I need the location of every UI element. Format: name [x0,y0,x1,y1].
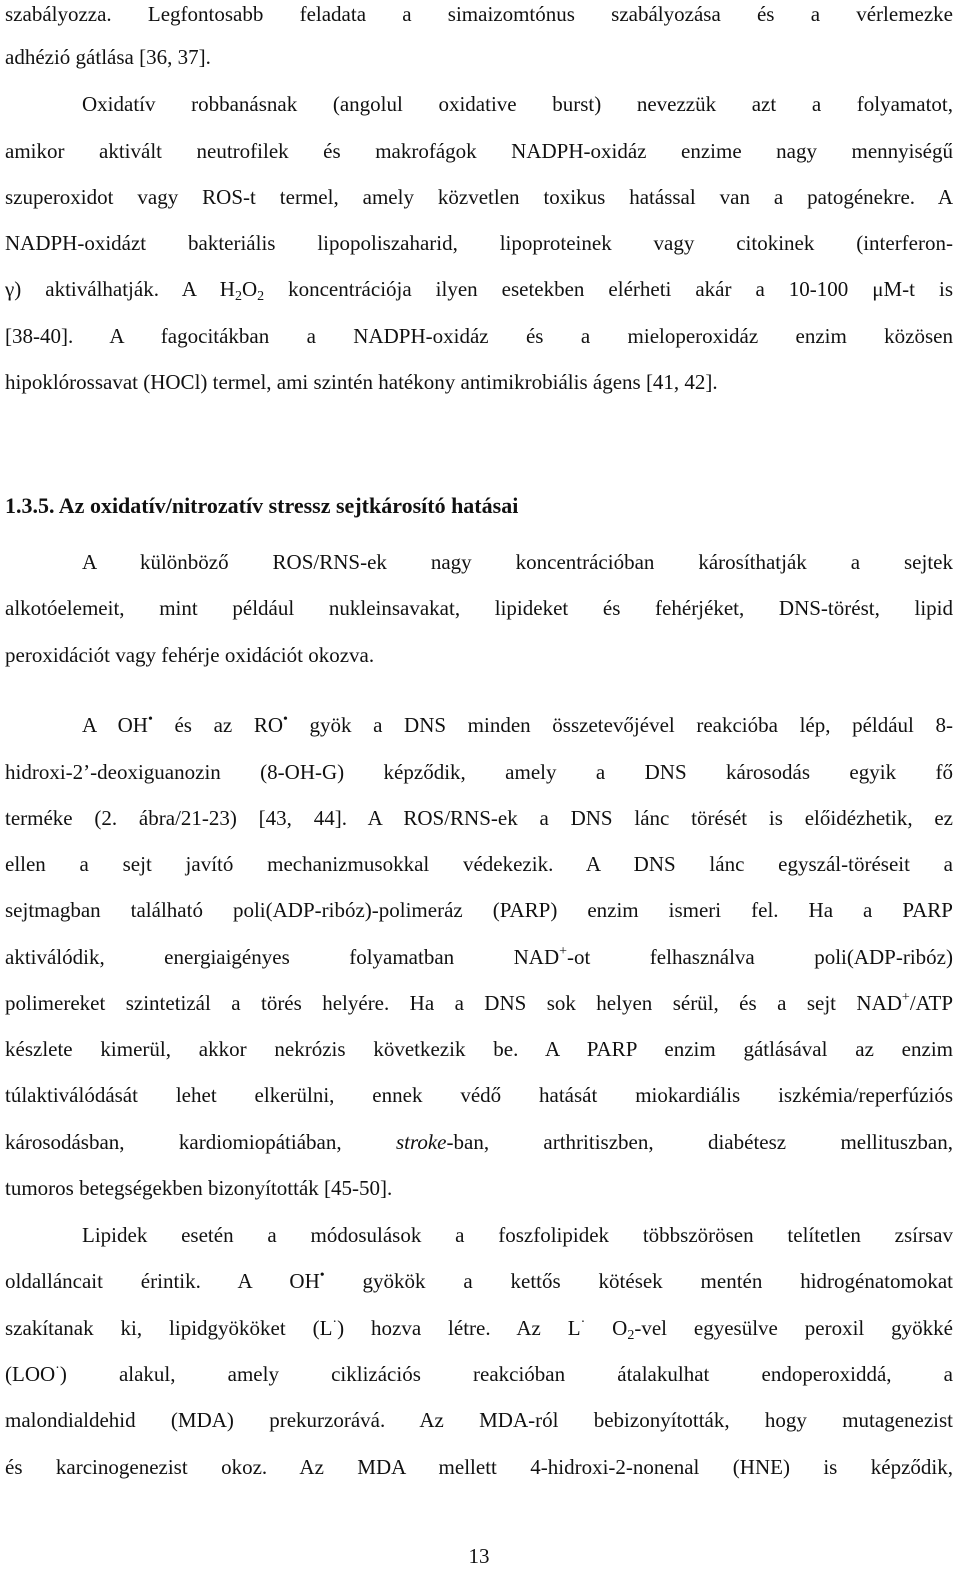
subscript: 2 [627,1328,635,1343]
text-line: Oxidatív robbanásnak (angolul oxidative burst) nevezzük azt a folyamatot, [82,92,953,116]
text-line: ellen a sejt javító mechanizmusokkal védekezik. A DNS lánc egyszál-töréseit a [5,852,953,876]
text-span: A OH [82,713,148,737]
text-line: szuperoxidot vagy ROS-t termel, amely közvetlen toxikus hatással van a patogénekre. A [5,185,953,209]
text-span: -ban, arthritiszben, diabétesz mellituszban, [446,1130,953,1154]
text-line: A különböző ROS/RNS-ek nagy koncentrációban károsíthatják a sejtek [82,550,953,574]
text-line: [38-40]. A fagocitákban a NADPH-oxidáz és a mieloperoxidáz enzim közösen [5,324,953,348]
text-line: terméke (2. ábra/21-23) [43, 44]. A ROS/RNS-ek a DNS lánc törését is előidézhetik, ez [5,806,953,830]
text-span: /ATP [909,991,953,1015]
text-span: ) hozva létre. Az L [337,1316,581,1340]
text-line: és karcinogenezist okoz. Az MDA mellett 4-hidroxi-2-nonenal (HNE) is képződik, [5,1455,953,1479]
text-line [5,943,953,971]
text-span: gyökök a kettős kötések mentén hidrogénatomokat [324,1269,953,1293]
text-span: -ot felhasználva poli(ADP-ribóz) [567,945,953,969]
text-span: (LOO [5,1362,56,1386]
text-line: adhézió gátlása [36, 37]. [5,45,211,69]
superscript: • [283,712,288,727]
text-span: gyök a DNS minden összetevőjével reakcióba lép, például 8- [287,713,953,737]
text-line: készlete kimerül, akkor nekrózis következik be. A PARP enzim gátlásával az enzim [5,1037,953,1061]
text-line [5,1267,953,1295]
text-span: oldalláncait érintik. A OH [5,1269,320,1293]
text-span: O [585,1316,628,1340]
text-line: Lipidek esetén a módosulások a foszfolipidek többszörösen telítetlen zsírsav [82,1223,953,1247]
section-heading: 1.3.5. Az oxidatív/nitrozatív stressz sejtkárosító hatásai [5,493,519,518]
text-line [5,989,953,1017]
subscript: 2 [234,289,242,304]
text-span: károsodásban, kardiomiopátiában, [5,1130,396,1154]
text-line [5,1314,953,1342]
text-span: O [241,277,258,301]
text-line: malondialdehid (MDA) prekurzorává. Az MDA-ról bebizonyították, hogy mutagenezist [5,1408,953,1432]
text-line [5,1128,953,1156]
text-line: peroxidációt vagy fehérje oxidációt okozva. [5,643,375,667]
text-line: tumoros betegségekben bizonyították [45-50]. [5,1176,393,1200]
text-line: amikor aktivált neutrofilek és makrofágok NADPH-oxidáz enzime nagy mennyiségű [5,139,953,163]
italic-term: stroke [395,1130,447,1154]
text-span: koncentrációja ilyen esetekben elérheti akár a 10-100 μM-t is [264,277,953,301]
text-span: γ) aktiválhatják. A H [5,277,235,301]
text-line: túlaktiválódását lehet elkerülni, ennek védő hatását miokardiális iszkémia/reperfúziós [5,1083,953,1107]
text-span: szakítanak ki, lipidgyököket (L [5,1316,333,1340]
text-span: polimereket szintetizál a törés helyére. Ha a DNS sok helyen sérül, és a sejt NAD [5,991,902,1015]
superscript: · [580,1315,586,1330]
text-line: szabályozza. Legfontosabb feladata a simaizomtónus szabályozása és a vérlemezke [5,2,953,26]
superscript: + [559,944,568,959]
superscript: · [332,1315,338,1330]
text-line [5,275,953,303]
subscript: 2 [257,289,265,304]
text-span: ) alakul, amely ciklizációs reakcióban átalakulhat endoperoxiddá, a [59,1362,953,1386]
text-line: NADPH-oxidázt bakteriális lipopoliszaharid, lipoproteinek vagy citokinek (interferon- [5,231,953,255]
text-span: -vel egyesülve peroxil gyökké [634,1316,953,1340]
text-line: hipoklórossavat (HOCl) termel, ami szintén hatékony antimikrobiális ágens [41, 42]. [5,370,718,394]
page-number: 13 [468,1544,490,1568]
text-line: alkotóelemeit, mint például nukleinsavakat, lipideket és fehérjéket, DNS-törést, lipid [5,596,953,620]
superscript: • [319,1268,325,1283]
text-span: aktiválódik, energiaigényes folyamatban NAD [5,945,560,969]
text-line [5,1360,953,1388]
superscript: · [55,1361,60,1376]
text-line [5,711,953,739]
superscript: • [147,712,153,727]
text-span: és az RO [152,713,283,737]
text-line: hidroxi-2’-deoxiguanozin (8-OH-G) képződik, amely a DNS károsodás egyik fő [5,760,953,784]
superscript: + [901,990,910,1005]
text-line: sejtmagban található poli(ADP-ribóz)-polimeráz (PARP) enzim ismeri fel. Ha a PARP [5,898,953,922]
